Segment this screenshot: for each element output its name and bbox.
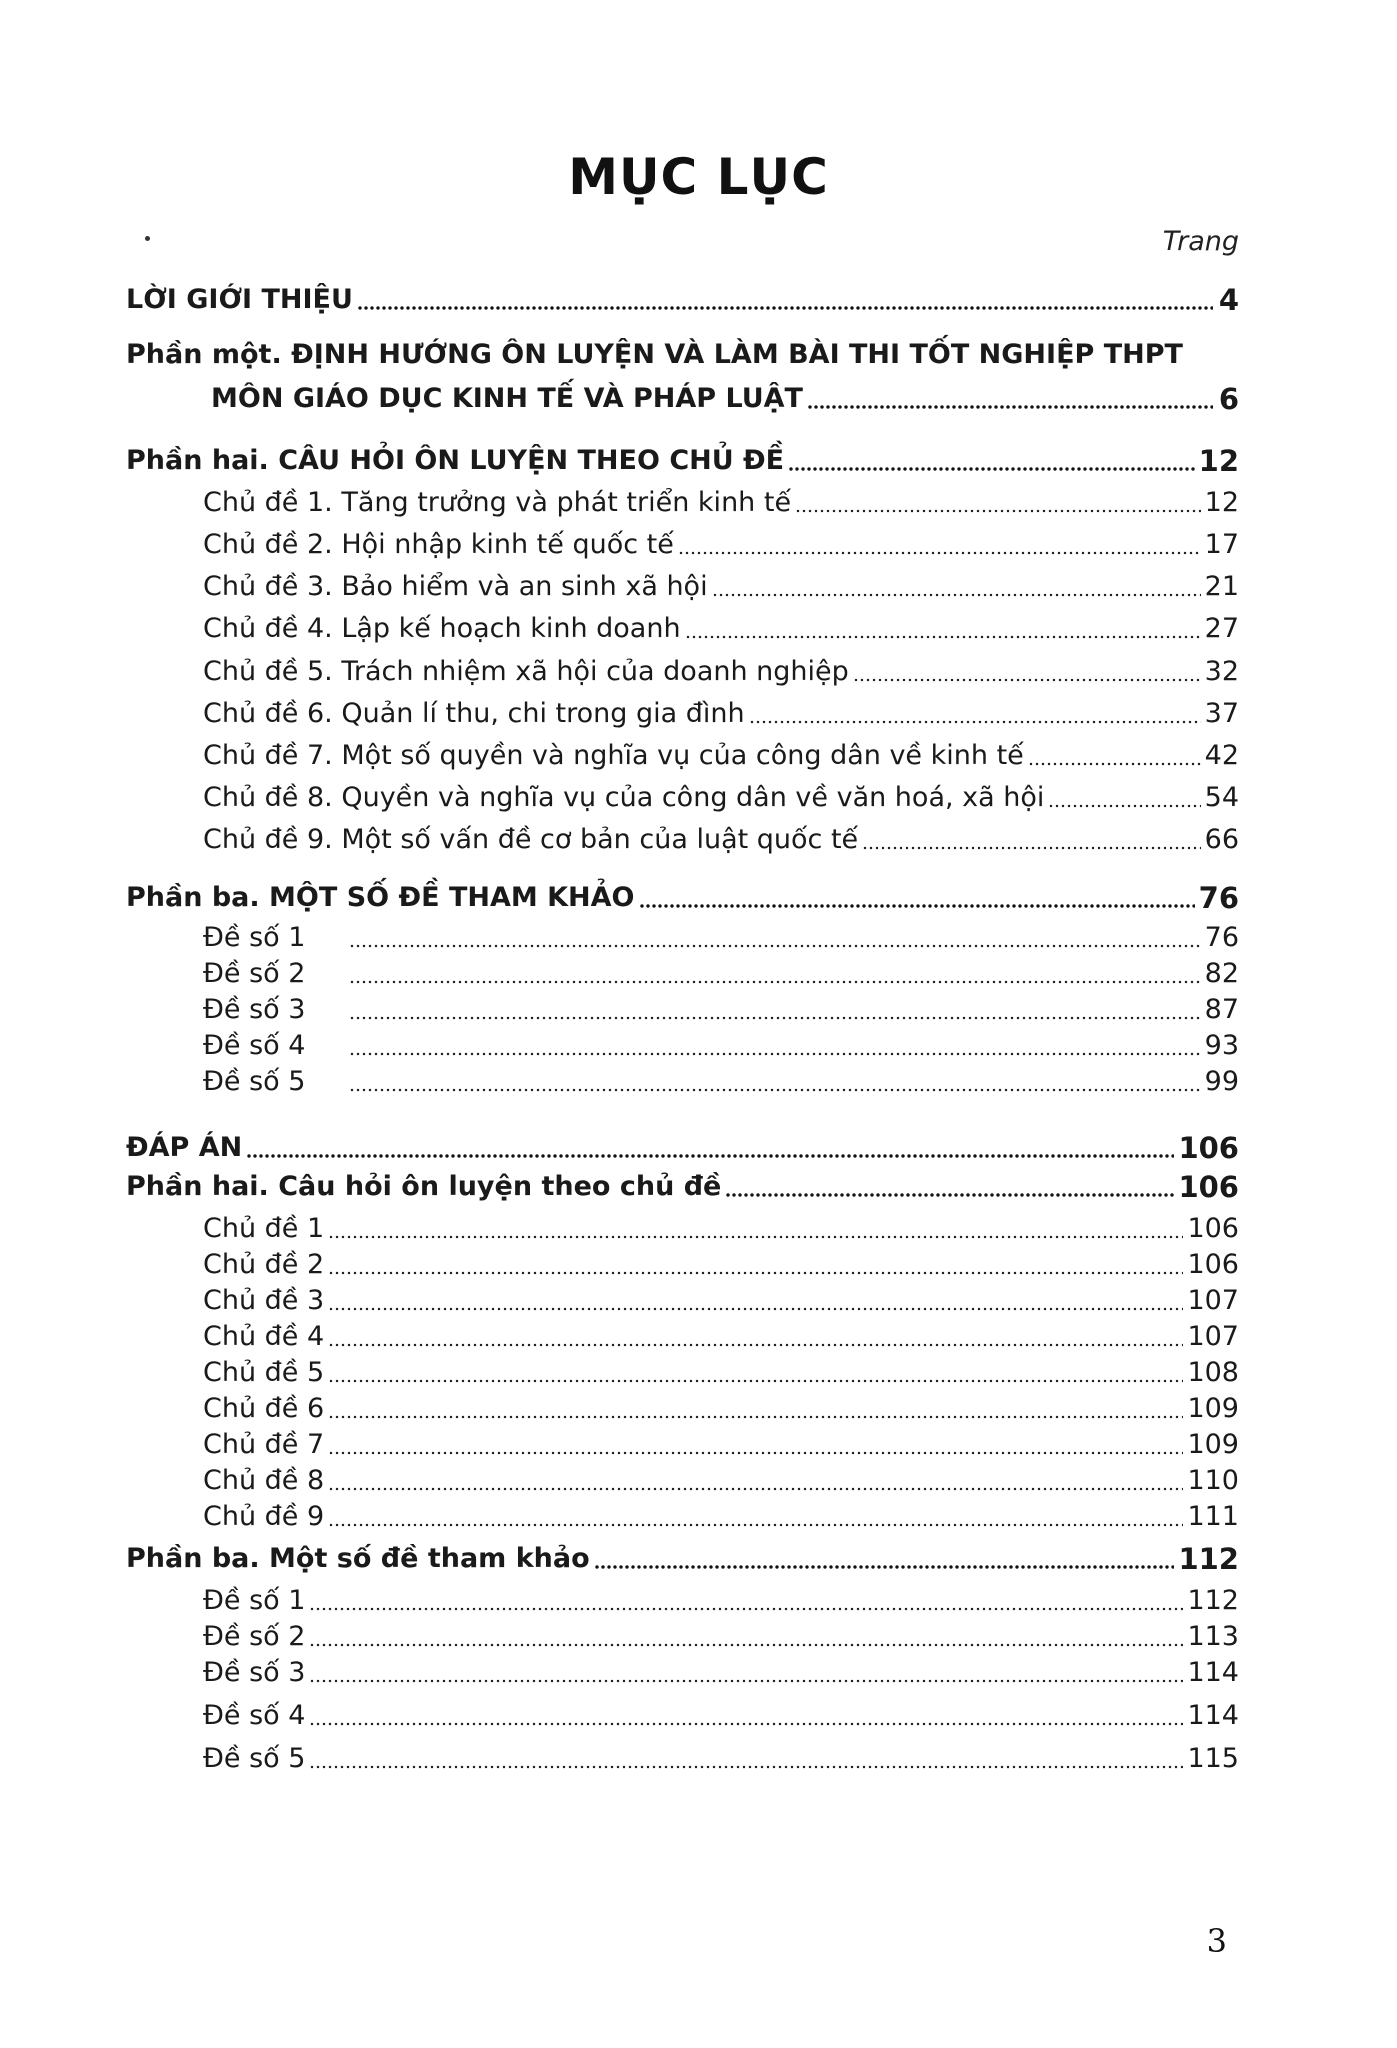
dot-leader (712, 593, 1201, 597)
entry-title: Đề số 2 (203, 958, 306, 989)
entry-page: 106 (1187, 1249, 1239, 1280)
entry-page: 66 (1204, 824, 1239, 855)
dot-leader (349, 1016, 1200, 1020)
dot-leader (594, 1565, 1175, 1569)
entry-page: 112 (1187, 1585, 1239, 1616)
toc-entry-part-one[interactable] (126, 337, 1239, 373)
entry-title: MÔN GIÁO DỤC KINH TẾ VÀ PHÁP LUẬT (211, 383, 803, 414)
dot-leader (328, 1235, 1183, 1239)
entry-title: ĐÁP ÁN (126, 1132, 243, 1163)
toc-entry-exam[interactable] (203, 1064, 1239, 1100)
entry-page: 82 (1204, 958, 1239, 989)
toc-entry-topic[interactable] (203, 527, 1239, 563)
entry-title: Chủ đề 4. Lập kế hoạch kinh doanh (203, 613, 681, 644)
dot-leader (853, 678, 1201, 682)
entry-title: Chủ đề 6 (203, 1393, 325, 1424)
dot-leader (639, 904, 1195, 908)
entry-title: Chủ đề 4 (203, 1321, 325, 1352)
entry-title: Chủ đề 1. Tăng trưởng và phát triển kinh tế (203, 487, 792, 518)
dot-leader (349, 980, 1200, 984)
dot-leader (1028, 762, 1201, 766)
dot-leader (685, 635, 1201, 639)
toc-entry-exam[interactable] (203, 956, 1239, 992)
toc-entry-topic[interactable] (203, 654, 1239, 690)
toc-entry-answer-topic[interactable] (203, 1463, 1239, 1499)
page-title: MỤC LỤC (568, 148, 829, 206)
entry-title: Phần hai. CÂU HỎI ÔN LUYỆN THEO CHỦ ĐỀ (126, 445, 785, 476)
toc-entry-answer-topic[interactable] (203, 1355, 1239, 1391)
entry-title: Chủ đề 6. Quản lí thu, chi trong gia đình (203, 698, 745, 729)
dot-leader (328, 1379, 1183, 1383)
dot-leader (788, 467, 1195, 471)
dot-leader (357, 306, 1213, 310)
entry-title: Đề số 1 (203, 922, 306, 953)
entry-page: 112 (1178, 1542, 1239, 1576)
entry-page: 109 (1187, 1393, 1239, 1424)
toc-entry-topic[interactable] (203, 696, 1239, 732)
dot-leader (807, 405, 1213, 409)
entry-page: 106 (1178, 1170, 1239, 1204)
toc-entry-answers-part-three[interactable] (126, 1541, 1239, 1577)
toc-entry-exam[interactable] (203, 1028, 1239, 1064)
toc-entry-answer-topic[interactable] (203, 1391, 1239, 1427)
dot-leader (328, 1343, 1183, 1347)
entry-title: Chủ đề 9. Một số vấn đề cơ bản của luật quốc tế (203, 824, 859, 855)
entry-title: Đề số 4 (203, 1700, 306, 1731)
dot-leader (349, 1088, 1200, 1092)
toc-entry-answer-topic[interactable] (203, 1319, 1239, 1355)
entry-page: 114 (1187, 1700, 1239, 1731)
toc-entry-answer-exam[interactable] (203, 1619, 1239, 1655)
entry-title: Đề số 3 (203, 994, 306, 1025)
dot-leader (328, 1415, 1183, 1419)
entry-title: Chủ đề 1 (203, 1213, 325, 1244)
toc-entry-answers-part-two[interactable] (126, 1169, 1239, 1205)
toc-entry-answer-exam[interactable] (203, 1698, 1239, 1734)
entry-page: 12 (1198, 444, 1239, 478)
entry-page: 42 (1204, 740, 1239, 771)
toc-entry-answer-exam[interactable] (203, 1741, 1239, 1777)
toc-entry-answer-topic[interactable] (203, 1283, 1239, 1319)
entry-title: Chủ đề 2 (203, 1249, 325, 1280)
toc-entry-exam[interactable] (203, 920, 1239, 956)
toc-entry-part-three[interactable] (126, 880, 1239, 916)
entry-page: 106 (1187, 1213, 1239, 1244)
toc-entry-part-one-cont[interactable] (211, 381, 1239, 417)
toc-entry-answer-exam[interactable] (203, 1583, 1239, 1619)
entry-title: Chủ đề 7. Một số quyền và nghĩa vụ của công dân về kinh tế (203, 740, 1024, 771)
entry-page: 6 (1218, 382, 1239, 416)
dot-leader (749, 720, 1201, 724)
entry-page: 114 (1187, 1657, 1239, 1688)
entry-title: Phần một. ĐỊNH HƯỚNG ÔN LUYỆN VÀ LÀM BÀI THI TỐT NGHIỆP THPT (126, 339, 1183, 370)
entry-page: 93 (1204, 1030, 1239, 1061)
entry-title: Chủ đề 3. Bảo hiểm và an sinh xã hội (203, 571, 708, 602)
entry-page: 106 (1178, 1131, 1239, 1165)
toc-entry-topic[interactable] (203, 485, 1239, 521)
entry-page: 4 (1218, 283, 1239, 317)
page-column-header: Trang (1162, 226, 1239, 257)
entry-title: Đề số 5 (203, 1743, 306, 1774)
entry-page: 27 (1204, 613, 1239, 644)
toc-entry-answer-topic[interactable] (203, 1247, 1239, 1283)
dot-leader (309, 1607, 1183, 1611)
toc-entry-answers[interactable] (126, 1130, 1239, 1166)
toc-entry-topic[interactable] (203, 611, 1239, 647)
entry-page: 108 (1187, 1357, 1239, 1388)
entry-title: Đề số 5 (203, 1066, 306, 1097)
entry-title: Chủ đề 8 (203, 1465, 325, 1496)
dot-leader (246, 1154, 1174, 1158)
entry-page: 87 (1204, 994, 1239, 1025)
toc-entry-part-two[interactable] (126, 443, 1239, 479)
toc-entry-answer-exam[interactable] (203, 1655, 1239, 1691)
entry-page: 76 (1198, 881, 1239, 915)
entry-page: 12 (1204, 487, 1239, 518)
dot-leader (678, 551, 1201, 555)
entry-title: Chủ đề 3 (203, 1285, 325, 1316)
entry-title: Đề số 1 (203, 1585, 306, 1616)
entry-page: 32 (1204, 656, 1239, 687)
page-number: 3 (1206, 1922, 1227, 1960)
dot-leader (309, 1679, 1183, 1683)
toc-entry-introduction[interactable] (126, 282, 1239, 318)
entry-title: Chủ đề 5. Trách nhiệm xã hội của doanh nghiệp (203, 656, 849, 687)
entry-title: Chủ đề 8. Quyền và nghĩa vụ của công dân về văn hoá, xã hội (203, 782, 1045, 813)
toc-entry-topic[interactable] (203, 822, 1239, 858)
dot-leader (349, 944, 1200, 948)
entry-title: Chủ đề 9 (203, 1501, 325, 1532)
dot-leader (309, 1643, 1183, 1647)
entry-title: Chủ đề 7 (203, 1429, 325, 1460)
entry-title: Đề số 2 (203, 1621, 306, 1652)
entry-page: 107 (1187, 1321, 1239, 1352)
entry-page: 111 (1187, 1501, 1239, 1532)
entry-page: 76 (1204, 922, 1239, 953)
entry-page: 21 (1204, 571, 1239, 602)
dot-leader (1048, 804, 1200, 808)
entry-page: 17 (1204, 529, 1239, 560)
ink-speck (145, 236, 150, 241)
dot-leader (349, 1052, 1200, 1056)
entry-page: 109 (1187, 1429, 1239, 1460)
dot-leader (328, 1307, 1183, 1311)
entry-title: Phần ba. Một số đề tham khảo (126, 1543, 590, 1574)
entry-title: Chủ đề 2. Hội nhập kinh tế quốc tế (203, 529, 674, 560)
toc-entry-topic[interactable] (203, 780, 1239, 816)
dot-leader (309, 1722, 1183, 1726)
entry-page: 54 (1204, 782, 1239, 813)
entry-page: 110 (1187, 1465, 1239, 1496)
dot-leader (795, 509, 1201, 513)
toc-entry-topic[interactable] (203, 738, 1239, 774)
dot-leader (725, 1193, 1174, 1197)
toc-entry-answer-topic[interactable] (203, 1211, 1239, 1247)
dot-leader (328, 1487, 1183, 1491)
entry-page: 113 (1187, 1621, 1239, 1652)
dot-leader (862, 846, 1200, 850)
entry-page: 37 (1204, 698, 1239, 729)
entry-page: 107 (1187, 1285, 1239, 1316)
entry-title: Chủ đề 5 (203, 1357, 325, 1388)
toc-entry-topic[interactable] (203, 569, 1239, 605)
entry-title: Phần ba. MỘT SỐ ĐỀ THAM KHẢO (126, 882, 635, 913)
entry-title: Đề số 3 (203, 1657, 306, 1688)
dot-leader (328, 1523, 1183, 1527)
dot-leader (328, 1451, 1183, 1455)
toc-entry-answer-topic[interactable] (203, 1499, 1239, 1535)
entry-page: 115 (1187, 1743, 1239, 1774)
toc-entry-exam[interactable] (203, 992, 1239, 1028)
entry-title: Phần hai. Câu hỏi ôn luyện theo chủ đề (126, 1171, 722, 1202)
dot-leader (328, 1271, 1183, 1275)
entry-title: LỜI GIỚI THIỆU (126, 284, 353, 315)
dot-leader (309, 1765, 1183, 1769)
toc-entry-answer-topic[interactable] (203, 1427, 1239, 1463)
entry-page: 99 (1204, 1066, 1239, 1097)
entry-title: Đề số 4 (203, 1030, 306, 1061)
